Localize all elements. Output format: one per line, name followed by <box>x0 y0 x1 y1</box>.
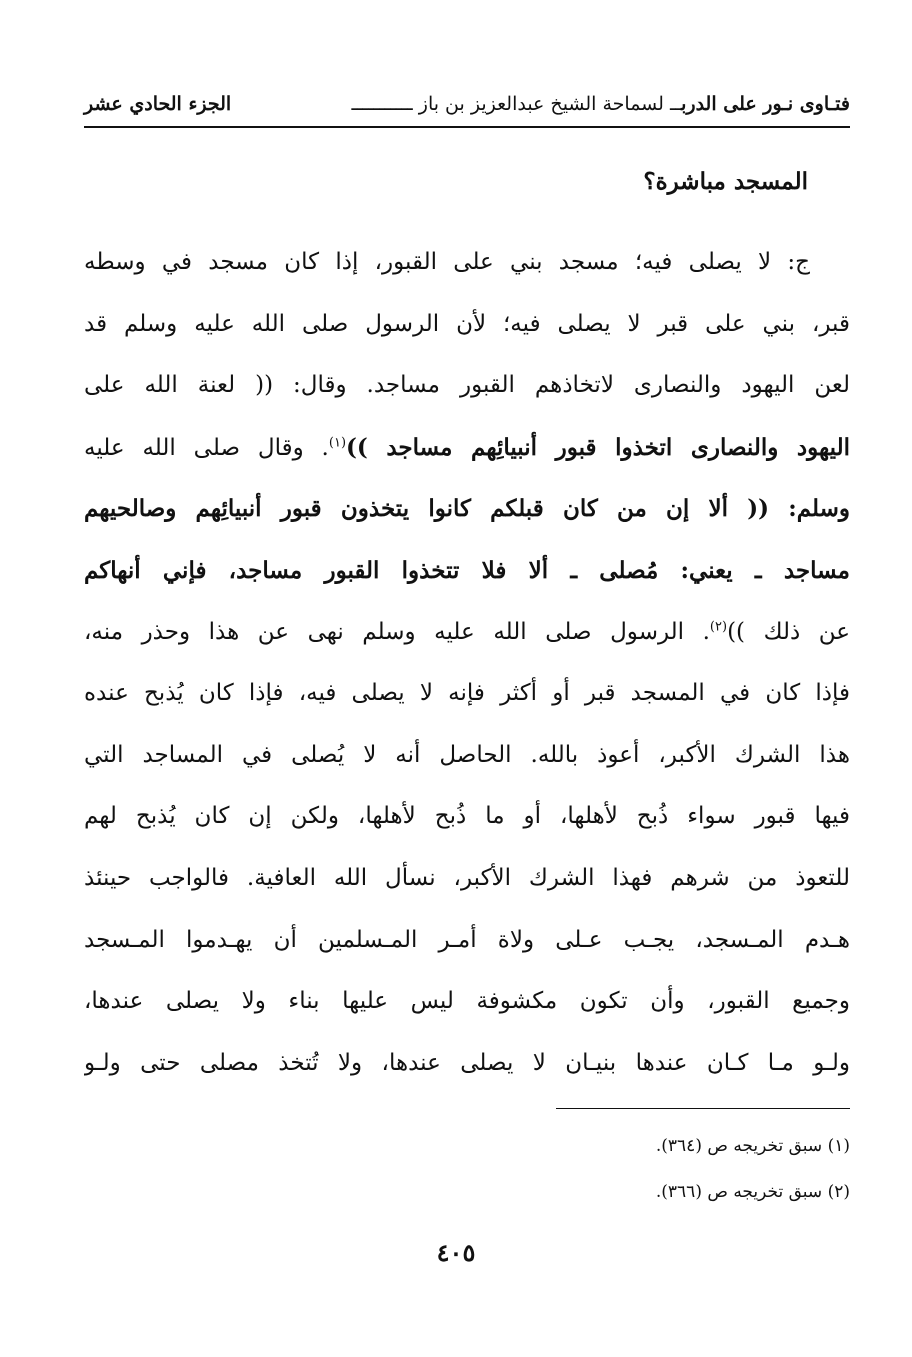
footnote: (٢) سبق تخريجه ص (٣٦٦). <box>655 1182 850 1202</box>
text-line: ج: لا يصلى فيه؛ مسجد بني على القبور، إذا كان مسجد في وسطه <box>84 249 810 275</box>
footnote: (١) سبق تخريجه ص (٣٦٤). <box>655 1136 850 1156</box>
question-continuation: المسجد مباشرة؟ <box>643 168 808 195</box>
text-line: قبر، بني على قبر لا يصلى فيه؛ لأن الرسول صلى الله عليه وسلم قد <box>84 310 850 337</box>
footnote-ref: (٢) <box>709 618 728 634</box>
header-title-author <box>352 93 851 115</box>
header-divider <box>84 126 850 128</box>
running-header <box>84 84 850 124</box>
text-line: هذا الشرك الأكبر، أعوذ بالله. الحاصل أنه لا يُصلى في المساجد التي <box>84 741 850 768</box>
text-line <box>84 355 850 417</box>
text-line: فإذا كان في المسجد قبر أو أكثر فإنه لا يصلى فيه، فإذا كان يُذبح عنده <box>84 680 850 707</box>
text-line <box>84 602 850 664</box>
footnote-divider <box>556 1108 850 1109</box>
book-title: فتـاوى نـور على الدرب <box>681 93 850 115</box>
text-line: مساجد ـ يعني: مُصلى ـ ألا فلا تتخذوا القبور مساجد، فإني أنهاكم <box>84 556 850 584</box>
text-line-part: عن ذلك )) <box>727 618 850 645</box>
hadith-quote: اليهود والنصارى اتخذوا قبور أنبيائِهم مساجد )) <box>346 433 850 461</box>
text-line-part: . وقال صلى الله عليه <box>84 434 329 461</box>
author-name: ــ لسماحة الشيخ عبدالعزيز بن باز ـــــــــــ <box>351 93 682 115</box>
text-line: وسلم: (( ألا إن من كان قبلكم كانوا يتخذون قبور أنبيائِهم وصالحيهم <box>84 495 850 523</box>
text-line-part: لعن اليهود والنصارى لاتخاذهم القبور مساجد. وقال: (( لعنة الله على <box>84 372 850 399</box>
text-line: ولـو مـا كـان عندها بنيـان لا يصلى عندها، ولا تُتخذ مصلى حتى ولـو <box>84 1049 850 1076</box>
text-line: فيها قبور سواء ذُبح لأهلها، أو ما ذُبح لأهلها، ولكن إن كان يُذبح لهم <box>84 803 850 830</box>
volume-label: الجزء الحادي عشر <box>84 93 232 115</box>
text-line <box>84 417 850 479</box>
text-line: هـدم المـسجد، يجـب عـلى ولاة أمـر المـسلمين أن يهـدموا المـسجد <box>84 926 850 953</box>
answer-text <box>84 232 850 1094</box>
text-line-part: . الرسول صلى الله عليه وسلم نهى عن هذا وحذر منه، <box>84 618 710 645</box>
text-line: وجميع القبور، وأن تكون مكشوفة ليس عليها بناء ولا يصلى عندها، <box>84 988 850 1015</box>
text-line: للتعوذ من شرهم فهذا الشرك الأكبر، نسأل الله العافية. فالواجب حينئذ <box>84 864 850 891</box>
page-number: ٤٠٥ <box>436 1238 476 1267</box>
footnote-ref: (١) <box>328 435 347 451</box>
